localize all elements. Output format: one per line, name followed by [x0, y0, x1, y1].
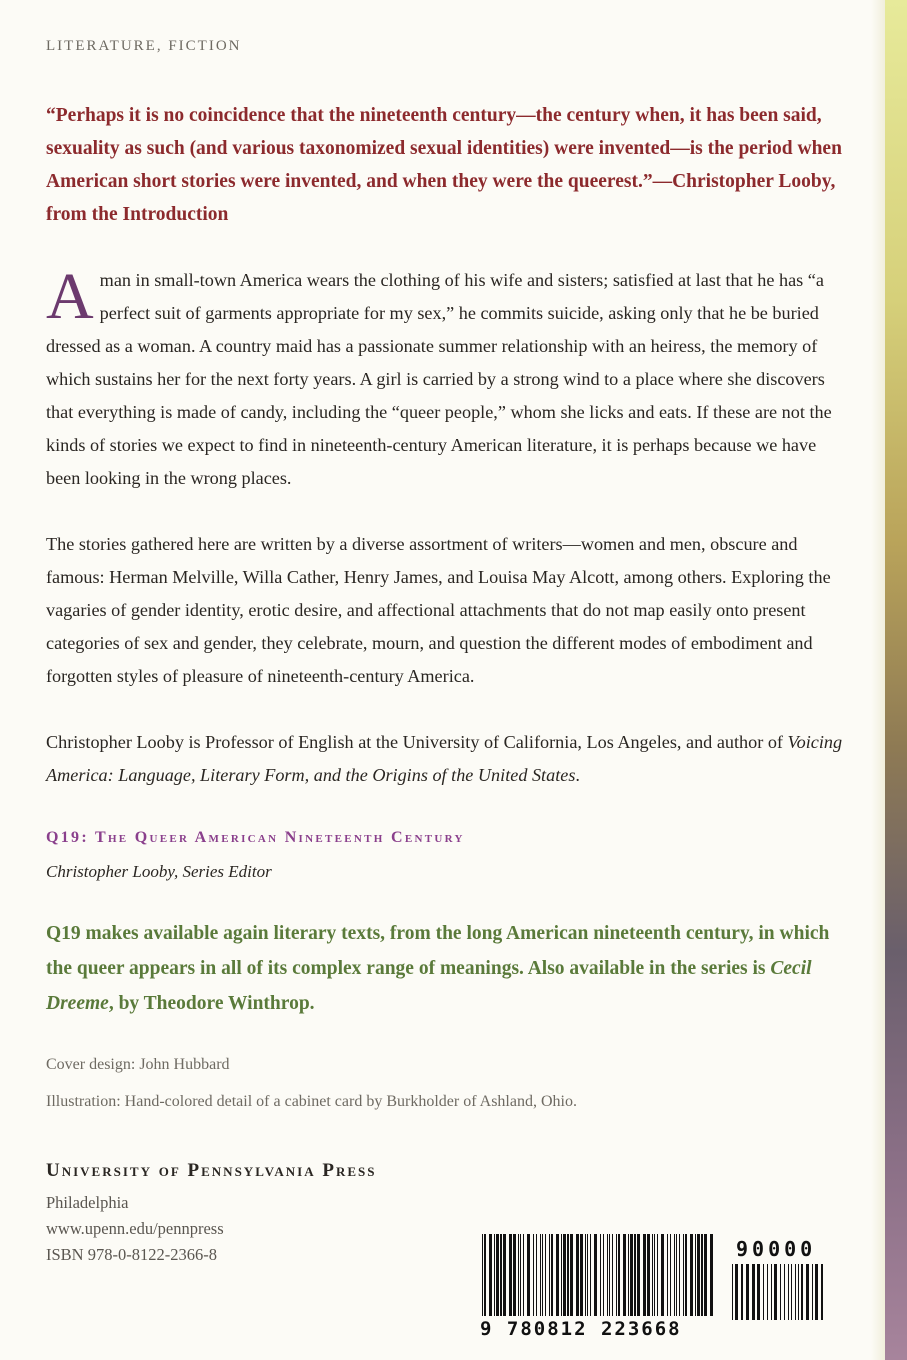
barcode-bar: [657, 1234, 658, 1316]
barcode-bar: [679, 1234, 680, 1316]
barcode-bar: [556, 1234, 559, 1316]
barcode-bar: [628, 1234, 629, 1316]
barcode-addon-bar: [821, 1264, 823, 1320]
series-related-title: Cecil Dreeme: [46, 958, 812, 1014]
cover-design-credit: Cover design: John Hubbard: [46, 1056, 230, 1073]
barcode-bar: [630, 1234, 633, 1316]
barcode-bar: [500, 1234, 502, 1316]
barcode-bar: [654, 1234, 655, 1316]
barcode-bar: [585, 1234, 586, 1316]
barcode-addon-bar: [771, 1264, 772, 1320]
barcode-bar: [551, 1234, 553, 1316]
barcode-bar: [667, 1234, 668, 1316]
barcode-digits: 9 780812 223668: [480, 1318, 682, 1340]
barcode-bar: [549, 1234, 550, 1316]
description-paragraph-1-text: man in small-town America wears the clothing of his wife and sisters; satisfied at last that he has “a perfect suit of garments appropriate for my sex,” he commits suicide, asking only that he be buried dressed as a woman. A country maid has a passionate summer relationship with an heiress, the memory of which sustains her for the next forty years. A girl is carried by a strong wind to a place where she discovers that everything is made of candy, including the “queer people,” whom she licks and eats. If these are not the kinds of stories we expect to find in nineteenth-century American literature, it is perhaps because we have been looking in the wrong places.: [46, 270, 832, 488]
barcode-bar: [685, 1234, 687, 1316]
publisher-city: Philadelphia: [46, 1193, 129, 1212]
barcode-addon-bar: [746, 1264, 749, 1320]
isbn-text: ISBN 978-0-8122-2366-8: [46, 1245, 217, 1264]
barcode-bar: [618, 1234, 620, 1316]
series-title: Q19: The Queer American Nineteenth Century: [46, 829, 465, 846]
barcode-bar: [561, 1234, 562, 1316]
barcode-addon-bar: [757, 1264, 760, 1320]
barcode-bar: [637, 1234, 640, 1316]
barcode-bar: [697, 1234, 700, 1316]
barcode-bar: [587, 1234, 588, 1316]
barcode-bar: [603, 1234, 604, 1316]
barcode-bar: [704, 1234, 707, 1316]
barcode-bar: [542, 1234, 543, 1316]
publisher-url: www.upenn.edu/pennpress: [46, 1219, 224, 1238]
barcode-bar: [527, 1234, 530, 1316]
barcode-addon-bar: [812, 1264, 813, 1320]
barcode-bar: [489, 1234, 492, 1316]
barcode-addon-bar: [732, 1264, 733, 1320]
barcode-bar: [509, 1234, 512, 1316]
series-description: [46, 916, 856, 1021]
barcode-addon-bar: [801, 1264, 803, 1320]
barcode-bar: [590, 1234, 591, 1316]
barcode-bar: [701, 1234, 703, 1316]
description-paragraph-2: The stories gathered here are written by a diverse assortment of writers—women and men, obscure and famous: Herman Melville, Willa Cather, Henry James, and Louisa May Alcott, among others. Exploring the vagaries of gender identity, erotic desire, and affectional attachments that do not map easily onto present categories of sex and gender, they celebrate, mourn, and question the different modes of embodiment and forgotten styles of pleasure of nineteenth-century America.: [46, 534, 831, 686]
barcode-addon-bar: [774, 1264, 777, 1320]
barcode-bar: [674, 1234, 675, 1316]
barcode-bar: [670, 1234, 671, 1316]
barcode-bar: [482, 1234, 483, 1316]
cover-edge-strip: [885, 0, 907, 1360]
publisher-name: University of Pennsylvania Press: [46, 1160, 377, 1181]
barcode-bar: [545, 1234, 546, 1316]
barcode-addon-bar: [763, 1264, 764, 1320]
barcode-bar: [518, 1234, 519, 1316]
barcode-addon-bar: [741, 1264, 743, 1320]
barcode-addon-bar: [815, 1264, 818, 1320]
barcode-addon-bar: [735, 1264, 738, 1320]
barcode-bar: [594, 1234, 597, 1316]
barcode-bar: [647, 1234, 650, 1316]
category-label: LITERATURE, FICTION: [46, 38, 242, 54]
barcode-addon-bar: [788, 1264, 789, 1320]
author-bio-text: Christopher Looby is Professor of English at the University of California, Los Angeles, and author of: [46, 732, 788, 752]
barcode-bar: [695, 1234, 696, 1316]
illustration-credit: Illustration: Hand-colored detail of a cabinet card by Burkholder of Ashland, Ohio.: [46, 1093, 577, 1110]
barcode-bar: [683, 1234, 684, 1316]
barcode-addon-bar: [752, 1264, 755, 1320]
barcode-bar: [661, 1234, 664, 1316]
price-code: 90000: [736, 1237, 817, 1261]
series-editor: Christopher Looby, Series Editor: [46, 862, 272, 881]
barcode-bar: [609, 1234, 610, 1316]
barcode-bar: [503, 1234, 506, 1316]
barcode-addon-bar: [798, 1264, 799, 1320]
barcode-addon-bar: [806, 1264, 809, 1320]
barcode-bar: [484, 1234, 486, 1316]
barcode-bar: [710, 1234, 713, 1316]
barcode-bar: [563, 1234, 566, 1316]
barcode-bar: [523, 1234, 524, 1316]
barcode-bar: [567, 1234, 569, 1316]
barcode-bar: [643, 1234, 646, 1316]
author-bio-end: .: [575, 765, 580, 785]
barcode-bar: [536, 1234, 537, 1316]
barcode-bar: [600, 1234, 601, 1316]
barcode-addon-bar: [784, 1264, 785, 1320]
barcode-bar: [616, 1234, 617, 1316]
barcode-bar: [607, 1234, 608, 1316]
barcode-bar: [676, 1234, 677, 1316]
barcode-bar: [612, 1234, 613, 1316]
barcode-bar: [580, 1234, 583, 1316]
barcode-bar: [570, 1234, 573, 1316]
drop-cap: A: [46, 260, 94, 333]
description-paragraph-1: [46, 260, 846, 495]
series-description-end: , by Theodore Winthrop.: [108, 993, 315, 1014]
barcode-bar: [652, 1234, 653, 1316]
barcode-bar: [533, 1234, 534, 1316]
series-description-text: Q19 makes available again literary texts, from the long American nineteenth century, in which the queer appears in all of its complex range of meanings. Also available in the series is: [46, 923, 830, 979]
barcode-bar: [576, 1234, 579, 1316]
barcode-addon-bar: [795, 1264, 796, 1320]
cover-edge-fade: [871, 0, 885, 1360]
barcode-bar: [494, 1234, 495, 1316]
author-bio: [46, 726, 846, 792]
pull-quote: “Perhaps it is no coincidence that the nineteenth century—the century when, it has been said, sexuality as such (and various taxonomized sexual identities) were invented—is the period when American short stories were invented, and when they were the queerest.”—Christopher Looby, from the Introduction: [46, 105, 842, 225]
barcode-addon-bar: [767, 1264, 768, 1320]
barcode-bar: [623, 1234, 626, 1316]
barcode-bar: [634, 1234, 636, 1316]
barcode-bar: [513, 1234, 516, 1316]
barcode-addon-bar: [780, 1264, 781, 1320]
barcode-bar: [520, 1234, 521, 1316]
barcode-bar: [690, 1234, 693, 1316]
author-book-title: Voicing America: Language, Literary Form, and the Origins of the United States: [46, 732, 843, 785]
barcode-bar: [540, 1234, 541, 1316]
barcode-addon-bar: [791, 1264, 792, 1320]
barcode-bar: [496, 1234, 499, 1316]
